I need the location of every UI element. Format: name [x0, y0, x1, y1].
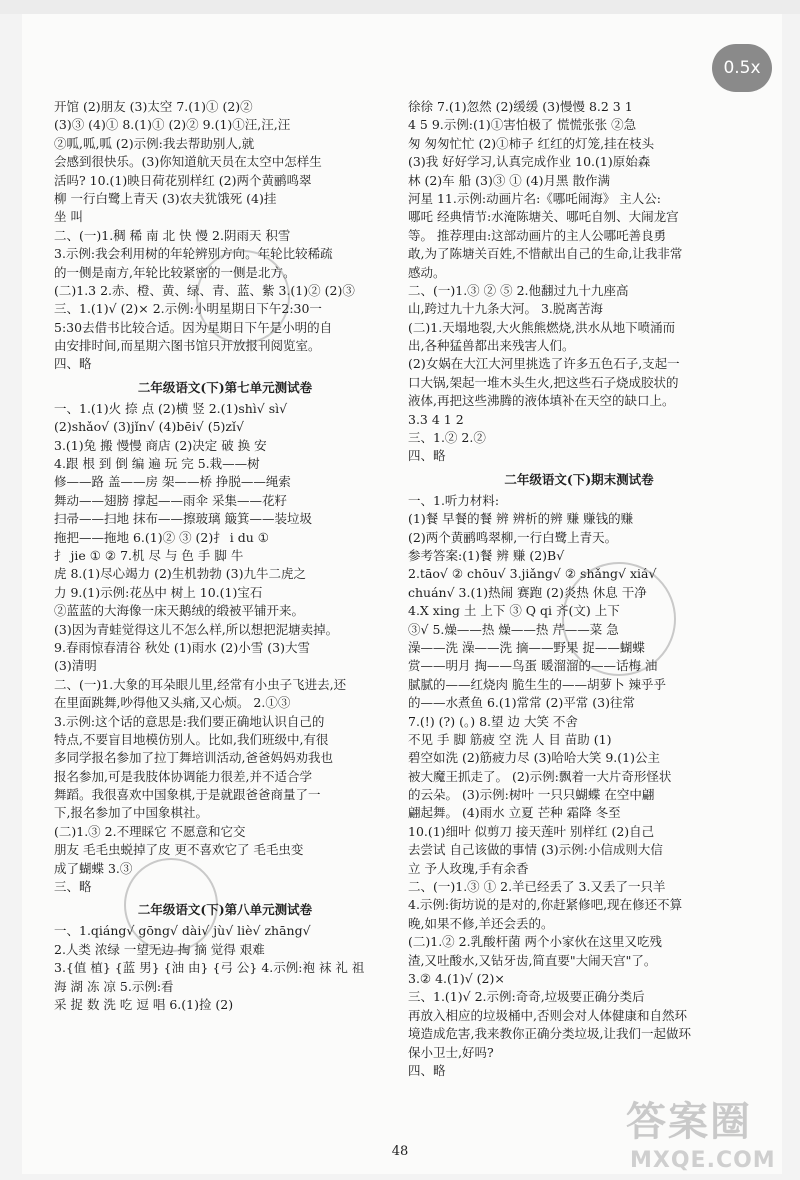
answer-line: 4.X xing 土 上下 ③ Q qi 齐(文) 上下 — [408, 603, 620, 619]
answer-line: 会感到很快乐。(3)你知道航天员在太空中怎样生 — [54, 154, 322, 170]
answer-line: 4.跟 根 到 倒 编 遍 玩 完 5.栽——树 — [54, 456, 260, 472]
answer-line: 一、1.qiáng√ gōng√ dài√ jù√ liè√ zhāng√ — [54, 923, 311, 939]
answer-line: 3.(1)兔 搬 慢慢 商店 (2)决定 破 换 安 — [54, 437, 267, 453]
answer-line: 四、略 — [408, 448, 446, 464]
answer-line: 不见 手 脚 筋疲 空 洗 人 目 苗助 (1) — [408, 731, 612, 747]
answer-line: 的一侧是南方,年轮比较紧密的一侧是北方。 — [54, 264, 296, 280]
answer-line: 三、略 — [54, 879, 92, 895]
answer-line: 由安排时间,而星期六图书馆只开放报刊阅览室。 — [54, 338, 321, 354]
answer-line: 徐徐 7.(1)忽然 (2)缓缓 (3)慢慢 8.2 3 1 — [408, 99, 633, 114]
answer-line: 3.② 4.(1)√ (2)× — [408, 970, 505, 986]
answer-line: 舞蹈。我很喜欢中国象棋,于是就跟爸爸商量了一 — [54, 787, 321, 803]
answer-line: 修——路 盖——房 架——桥 挣脱——绳索 — [54, 474, 291, 490]
answer-line: 2.人类 浓绿 一望无边 掏 摘 觉得 艰难 — [54, 941, 265, 957]
section-heading: 二年级语文(下)第八单元测试卷 — [137, 902, 313, 918]
answer-line: 去尝试 自己该做的事情 (3)示例:小信成则大信 — [408, 842, 663, 858]
answer-line: (3)因为青蛙觉得这儿不怎么样,所以想把泥塘卖掉。 — [54, 621, 339, 637]
answer-line: 感动。 — [408, 264, 446, 280]
top-strip — [0, 0, 800, 14]
answer-line: 2.tāo√ ② chōu√ 3.jiǎng√ ② shǎng√ xiá√ — [408, 566, 657, 582]
page-number: 48 — [391, 1144, 409, 1159]
answer-line: 7.(!) (?) (。) 8.望 边 大笑 不舍 — [408, 713, 578, 729]
answer-line: 哪吒 经典情节:水淹陈塘关、哪吒自刎、大闹龙宫 — [408, 209, 679, 225]
answer-line: 成了蝴蝶 3.③ — [54, 860, 133, 876]
answer-line: 海 湖 冻 凉 5.示例:看 — [54, 978, 174, 994]
left-column — [54, 98, 396, 1014]
answer-line: 4 5 9.示例:(1)①害怕极了 慌慌张张 ②急 — [408, 117, 637, 133]
answer-line: 山,跨过九十九条大河。 3.脱离苦海 — [408, 301, 603, 317]
answer-line: 拖把——拖地 6.(1)② ③ (2)扌 i du ① — [54, 529, 269, 545]
answer-line: (3)③ (4)① 8.(1)① (2)② 9.(1)①汪,汪,汪 — [54, 117, 291, 133]
stamp-mark — [562, 562, 676, 676]
answer-line: 赏——明月 掏——鸟蛋 暖溜溜的——话梅 油 — [408, 658, 658, 674]
answer-line: 3.{值 植} {蓝 男} {油 由} {弓 公} 4.示例:袍 袜 礼 祖 — [54, 960, 365, 976]
answer-line: 3.3 4 1 2 — [408, 411, 464, 427]
stamp-mark — [196, 250, 290, 344]
answer-line: 再放入相应的垃圾桶中,否则会对人体健康和自然环 — [408, 1007, 687, 1023]
answer-line: 敢,为了陈塘关百姓,不惜献出自己的生命,让我非常 — [408, 246, 683, 262]
answer-line: ②蓝蓝的大海像一床天鹅绒的缎被平铺开来。 — [54, 603, 305, 619]
answer-line: 口大锅,架起一堆木头生火,把这些石子烧成胶状的 — [408, 374, 679, 390]
answer-line: (3)我 好好学习,认真完成作业 10.(1)原始森 — [408, 154, 651, 170]
answer-line: (2)shǎo√ (3)jǐn√ (4)bēi√ (5)zǐ√ — [54, 419, 244, 435]
answer-line: 3.示例:我会利用树的年轮辨别方向。年轮比较稀疏 — [54, 246, 333, 262]
answer-line: 下,报名参加了中国象棋社。 — [54, 805, 208, 821]
answer-line: 出,各种猛兽都出来残害人们。 — [408, 338, 575, 354]
watermark-url: MXQE.COM — [630, 1148, 776, 1173]
answer-line: 特点,不要盲目地模仿别人。比如,我们班级中,有很 — [54, 731, 329, 747]
answer-line: 渣,又吐酸水,又钻牙齿,简直要"大闹天宫"了。 — [408, 952, 657, 968]
answer-line: 三、1.(1)√ 2.示例:奇奇,垃圾要正确分类后 — [408, 989, 645, 1005]
answer-line: 10.(1)细叶 似剪刀 接天莲叶 别样红 (2)自己 — [408, 823, 655, 839]
section-heading: 二年级语文(下)第七单元测试卷 — [137, 379, 313, 395]
stamp-mark — [124, 858, 218, 952]
answer-line: 参考答案:(1)餐 辨 赚 (2)B√ — [408, 547, 565, 563]
answer-line: 四、略 — [408, 1062, 446, 1078]
answer-line: 被大魔王抓走了。 (2)示例:飘着一大片奇形怪状 — [408, 768, 672, 784]
answer-line: 一、1.听力材料: — [408, 492, 500, 508]
answer-line: (2)两个黄鹂鸣翠柳,一行白鹭上青天。 — [408, 529, 618, 545]
answer-line: 的云朵。 (3)示例:树叶 一只只蝴蝶 在空中翩 — [408, 787, 655, 803]
answer-line: 3.示例:这个话的意思是:我们要正确地认识自己的 — [54, 713, 325, 729]
answer-line: (二)1.3 2.赤、橙、黄、绿、青、蓝、紫 3.(1)② (2)③ — [54, 282, 355, 298]
answer-line: 在里面跳舞,吵得他又头痛,又心烦。 2.①③ — [54, 695, 291, 711]
answer-line: 二、(一)1.稠 稀 南 北 快 慢 2.阴雨天 积雪 — [54, 227, 291, 243]
answer-line: 碧空如洗 (2)筋疲力尽 (3)哈哈大笑 9.(1)公主 — [408, 750, 660, 766]
answer-line: 河星 11.示例:动画片名:《哪吒闹海》 主人公: — [408, 190, 661, 206]
answer-line: 5:30去借书比较合适。因为星期日下午是小明的自 — [54, 319, 333, 335]
answer-line: 二、(一)1.③ ② ⑤ 2.他翻过九十九座高 — [408, 282, 629, 298]
section-heading: 二年级语文(下)期末测试卷 — [504, 471, 654, 487]
answer-line: ②呱,呱,呱 (2)示例:我去帮助别人,就 — [54, 135, 255, 151]
answer-line: 四、略 — [54, 356, 92, 372]
answer-line: 二、(一)1.大象的耳朵眼儿里,经常有小虫子飞进去,还 — [54, 676, 347, 692]
answer-line: 扌 jie ① ② 7.机 尽 与 色 手 脚 牛 — [54, 547, 244, 563]
answer-line: 采 捉 数 洗 吃 逗 唱 6.(1)捡 (2) — [54, 996, 234, 1012]
answer-line: 林 (2)车 船 (3)③ ① (4)月黑 散作满 — [408, 172, 610, 188]
answer-line: 三、1.② 2.② — [408, 430, 486, 446]
answer-line: 9.春雨惊春清谷 秋处 (1)雨水 (2)小雪 (3)大雪 — [54, 639, 310, 655]
answer-line: 朋友 毛毛虫蜕掉了皮 更不喜欢它了 毛毛虫变 — [54, 842, 304, 858]
answer-line: 柳 一行白鹭上青天 (3)农夫犹饿死 (4)挂 — [54, 190, 277, 206]
answer-line: 保小卫士,好吗? — [408, 1044, 494, 1060]
answer-line: 报名参加,可是我肢体协调能力很差,并不适合学 — [54, 768, 312, 784]
answer-line: (二)1.② 2.乳酸杆菌 两个小家伙在这里又吃残 — [408, 934, 663, 950]
answer-line: 开馆 (2)朋友 (3)太空 7.(1)① (2)② — [54, 99, 253, 114]
answer-line: 力 9.(1)示例:花丛中 树上 10.(1)宝石 — [54, 584, 263, 600]
answer-line: 多同学报名参加了拉丁舞培训活动,爸爸妈妈劝我也 — [54, 750, 333, 766]
answer-line: 4.示例:街坊说的是对的,你赶紧修吧,现在修还不算 — [408, 897, 683, 913]
answer-line: (3)清明 — [54, 658, 97, 674]
answer-line: 一、1.(1)火 捺 点 (2)横 竖 2.(1)shì√ sì√ — [54, 400, 288, 416]
answer-line: 扫帚——扫地 抹布——擦玻璃 簸箕——装垃圾 — [54, 511, 312, 527]
answer-line: (1)餐 早餐的餐 辨 辨析的辨 赚 赚钱的赚 — [408, 511, 634, 527]
answer-line: 二、(一)1.③ ① 2.羊已经丢了 3.又丢了一只羊 — [408, 879, 666, 895]
answer-line: 坐 叫 — [54, 209, 83, 225]
answer-line: 等。 推荐理由:这部动画片的主人公哪吒善良勇 — [408, 227, 667, 243]
answer-line: 舞动——翅膀 撑起——雨伞 采集——花籽 — [54, 492, 287, 508]
answer-line: (二)1.天塌地裂,大火熊熊燃烧,洪水从地下喷涌而 — [408, 319, 676, 335]
answer-line: ③√ 5.燥——热 燥——热 芹——菜 急 — [408, 621, 619, 637]
answer-line: 立 予人玫瑰,手有余香 — [408, 860, 529, 876]
answer-line: 腻腻的——红烧肉 脆生生的——胡萝卜 辣乎乎 — [408, 676, 666, 692]
answer-line: (二)1.③ 2.不理睬它 不愿意和它交 — [54, 823, 246, 839]
answer-line: 晚,如果不修,羊还会丢的。 — [408, 915, 554, 931]
answer-line: 匆 匆匆忙忙 (2)①柿子 红红的灯笼,挂在枝头 — [408, 135, 655, 151]
answer-line: 的——水煮鱼 6.(1)常常 (2)平常 (3)往常 — [408, 695, 635, 711]
answer-line: 三、1.(1)√ (2)× 2.示例:小明星期日下午2:30一 — [54, 301, 322, 317]
answer-line: 境造成危害,我来教你正确分类垃圾,让我们一起做环 — [408, 1026, 691, 1042]
answer-line: (2)女娲在大江大河里挑选了许多五色石子,支起一 — [408, 356, 680, 372]
answer-line: 虎 8.(1)尽心竭力 (2)生机勃勃 (3)九牛二虎之 — [54, 566, 306, 582]
answer-line: 活吗? 10.(1)映日荷花别样红 (2)两个黄鹂鸣翠 — [54, 172, 312, 188]
zoom-level-badge[interactable]: 0.5x — [712, 44, 772, 92]
answer-line: 翩起舞。 (4)雨水 立夏 芒种 霜降 冬至 — [408, 805, 621, 821]
watermark-logo: 答案圈 — [626, 1099, 752, 1145]
answer-line: 液体,再把这些沸腾的液体填补在天空的缺口上。 — [408, 393, 675, 409]
answer-line: 澡——洗 澡——洗 摘——野果 捉——蝴蝶 — [408, 639, 645, 655]
answer-line: chuán√ 3.(1)热闹 赛跑 (2)炎热 休息 干净 — [408, 584, 647, 600]
